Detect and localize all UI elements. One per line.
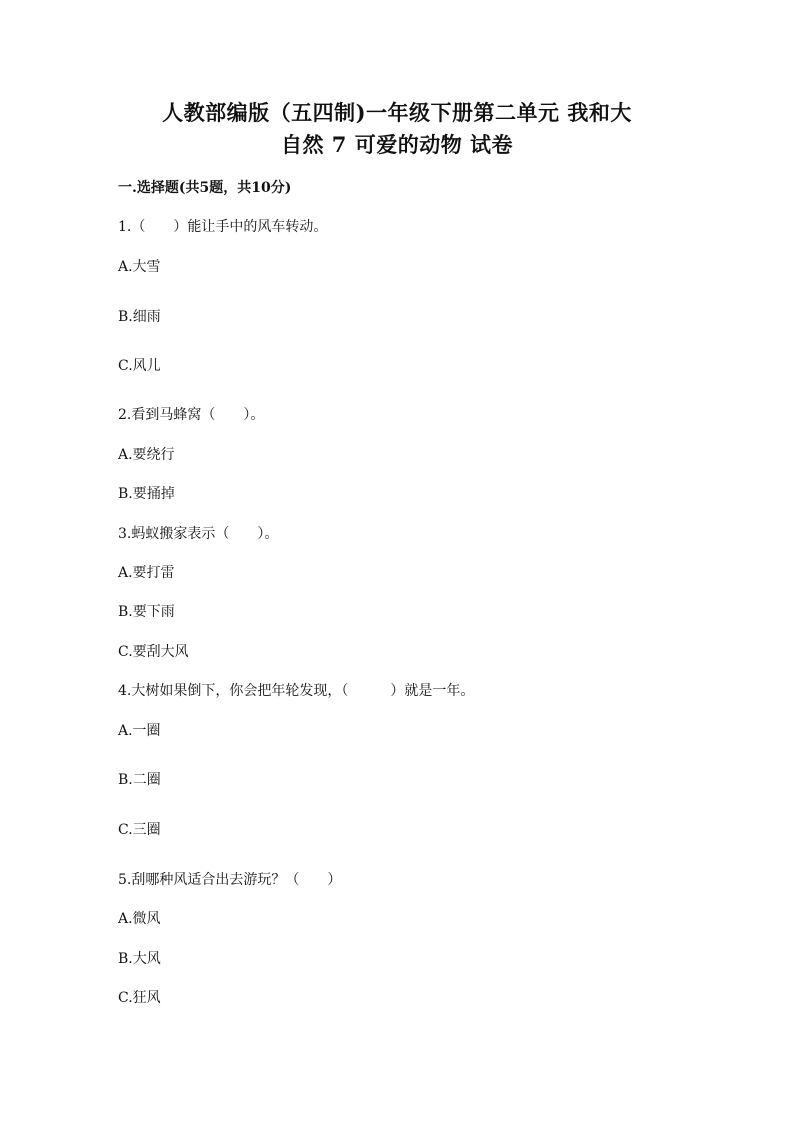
question-4-stem: 4.大树如果倒下，你会把年轮发现，（ ）就是一年。	[118, 683, 475, 699]
question-3-option-a[interactable]: A.要打雷	[118, 565, 175, 581]
question-2-stem: 2.看到马蜂窝（ ）。	[118, 407, 265, 423]
question-5-option-b[interactable]: B.大风	[118, 951, 161, 967]
question-3-stem: 3.蚂蚁搬家表示（ ）。	[118, 526, 279, 542]
question-3-option-c[interactable]: C.要刮大风	[118, 644, 189, 660]
question-1-option-c[interactable]: C.风儿	[118, 358, 161, 374]
question-4-option-a[interactable]: A.一圈	[118, 723, 161, 739]
page-title-line-2: 自然 7 可爱的动物 试卷	[280, 132, 514, 157]
section-heading: 一.选择题(共5题，共10分)	[118, 180, 292, 196]
question-1-option-a[interactable]: A.大雪	[118, 259, 161, 275]
question-4-option-c[interactable]: C.三圈	[118, 822, 161, 838]
question-2-option-a[interactable]: A.要绕行	[118, 447, 175, 463]
page-title-line-1: 人教部编版（五四制)一年级下册第二单元 我和大	[162, 100, 632, 125]
question-1-stem: 1.（ ）能让手中的风车转动。	[118, 219, 328, 235]
question-2-option-b[interactable]: B.要捅掉	[118, 486, 175, 502]
question-5-stem: 5.刮哪种风适合出去游玩？（ ）	[118, 872, 342, 888]
question-1-option-b[interactable]: B.细雨	[118, 309, 161, 325]
question-3-option-b[interactable]: B.要下雨	[118, 604, 175, 620]
question-5-option-c[interactable]: C.狂风	[118, 990, 161, 1006]
question-5-option-a[interactable]: A.微风	[118, 911, 161, 927]
question-4-option-b[interactable]: B.二圈	[118, 772, 161, 788]
